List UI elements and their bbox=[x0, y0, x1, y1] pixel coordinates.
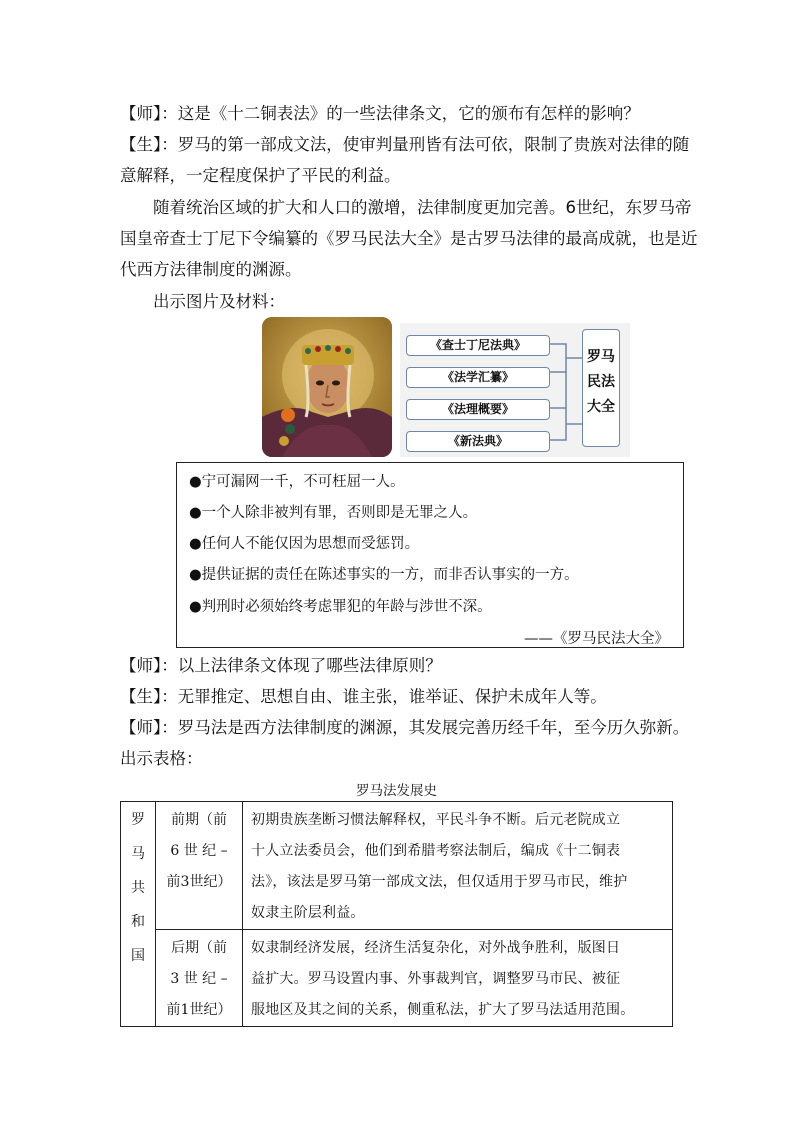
teacher-question-1 bbox=[120, 98, 680, 129]
show-table-label bbox=[120, 743, 680, 774]
student-answer-1 bbox=[120, 129, 690, 191]
table-title: 罗马法发展史 bbox=[356, 783, 437, 799]
code-box-institutes: 《法理概要》 bbox=[406, 399, 550, 420]
roman-law-figure bbox=[262, 317, 630, 457]
text-line: 随着统治区域的扩大和人口的激增，法律制度更加完善。6世纪，东罗马帝 bbox=[153, 198, 692, 217]
desc-text: 奴隶制经济发展，经济生活复杂化，对外战争胜利，版图日 bbox=[251, 940, 621, 956]
text-line: 意解释，一定程度保护了平民的利益。 bbox=[120, 166, 401, 185]
desc-cell-early bbox=[243, 802, 673, 930]
period-cell-early bbox=[156, 802, 243, 930]
text-line: 国皇帝查士丁尼下令编纂的《罗马民法大全》是古罗马法律的最高成就，也是近 bbox=[120, 229, 698, 248]
period-text: 3 世 纪 – bbox=[170, 971, 228, 987]
excerpt-source: ——《罗马民法大全》 bbox=[524, 631, 669, 647]
desc-text: 初期贵族垄断习惯法解释权，平民斗争不断。后元老院成立 bbox=[251, 812, 621, 828]
code-box-digest: 《法学汇纂》 bbox=[406, 367, 550, 388]
period-text: 前3世纪） bbox=[166, 874, 232, 890]
table-row bbox=[121, 802, 673, 930]
group-char: 罗 bbox=[131, 812, 145, 828]
text-line: 【师】：这是《十二铜表法》的一些法律条文，它的颁布有怎样的影响？ bbox=[120, 104, 640, 123]
law-excerpt-line: ●一个人除非被判有罪，否则即是无罪之人。 bbox=[189, 505, 478, 521]
period-text: 6 世 纪 – bbox=[170, 843, 228, 859]
law-excerpt-line: ●提供证据的责任在陈述事实的一方，而非否认事实的一方。 bbox=[189, 567, 579, 583]
group-char: 共 bbox=[131, 880, 145, 896]
period-text: 后期（前 bbox=[171, 940, 227, 956]
desc-text: 法》，该法是罗马第一部成文法，但仅适用于罗马市民，维护 bbox=[251, 874, 628, 890]
code-box-justinian: 《查士丁尼法典》 bbox=[406, 335, 550, 356]
text-line: 出示表格： bbox=[120, 749, 203, 768]
period-text: 前期（前 bbox=[171, 812, 227, 828]
desc-text: 奴隶主阶层利益。 bbox=[251, 905, 365, 921]
desc-text: 服地区及其之间的关系，侧重私法，扩大了罗马法适用范围。 bbox=[251, 1002, 635, 1018]
desc-text: 十人立法委员会，他们到希腊考察法制后，编成《十二铜表 bbox=[251, 843, 621, 859]
code-box-novels: 《新法典》 bbox=[406, 431, 550, 452]
text-line: 【师】：以上法律条文体现了哪些法律原则？ bbox=[120, 656, 442, 675]
group-char: 和 bbox=[131, 914, 145, 930]
republic-cell bbox=[121, 802, 156, 1027]
corpus-label: 民法 bbox=[587, 374, 615, 390]
law-excerpt-line: ●宁可漏网一千，不可枉屈一人。 bbox=[189, 474, 405, 490]
text-line: 【生】：罗马的第一部成文法，使审判量刑皆有法可依，限制了贵族对法律的随 bbox=[120, 135, 690, 154]
text-line: 代西方法律制度的渊源。 bbox=[120, 260, 302, 279]
corpus-label: 大全 bbox=[587, 399, 615, 415]
show-material-label bbox=[120, 286, 680, 317]
period-cell-late bbox=[156, 930, 243, 1027]
teacher-question-2 bbox=[120, 650, 680, 681]
period-text: 前1世纪） bbox=[166, 1002, 232, 1018]
corpus-juris-box bbox=[582, 329, 620, 447]
desc-cell-late bbox=[243, 930, 673, 1027]
text-line: 【师】：罗马法是西方法律制度的渊源，其发展完善历经千年，至今历久弥新。 bbox=[120, 718, 690, 737]
text-line: 【生】：无罪推定、思想自由、谁主张，谁举证、保护未成年人等。 bbox=[120, 687, 607, 706]
group-char: 国 bbox=[131, 948, 145, 964]
corpus-label: 罗马 bbox=[587, 349, 615, 365]
roman-law-history-table bbox=[120, 801, 673, 1027]
group-char: 马 bbox=[131, 846, 145, 862]
law-excerpt-line: ●判刑时必须始终考虑罪犯的年龄与涉世不深。 bbox=[189, 599, 492, 615]
desc-text: 益扩大。罗马设置内事、外事裁判官，调整罗马市民、被征 bbox=[251, 971, 621, 987]
text-line: 出示图片及材料： bbox=[153, 292, 285, 311]
student-answer-2 bbox=[120, 681, 680, 712]
teacher-statement bbox=[120, 712, 690, 743]
law-excerpt-box bbox=[176, 462, 684, 648]
law-excerpt-line: ●任何人不能仅因为思想而受惩罚。 bbox=[189, 536, 420, 552]
narrative-paragraph bbox=[120, 192, 698, 285]
table-row bbox=[121, 930, 673, 1027]
